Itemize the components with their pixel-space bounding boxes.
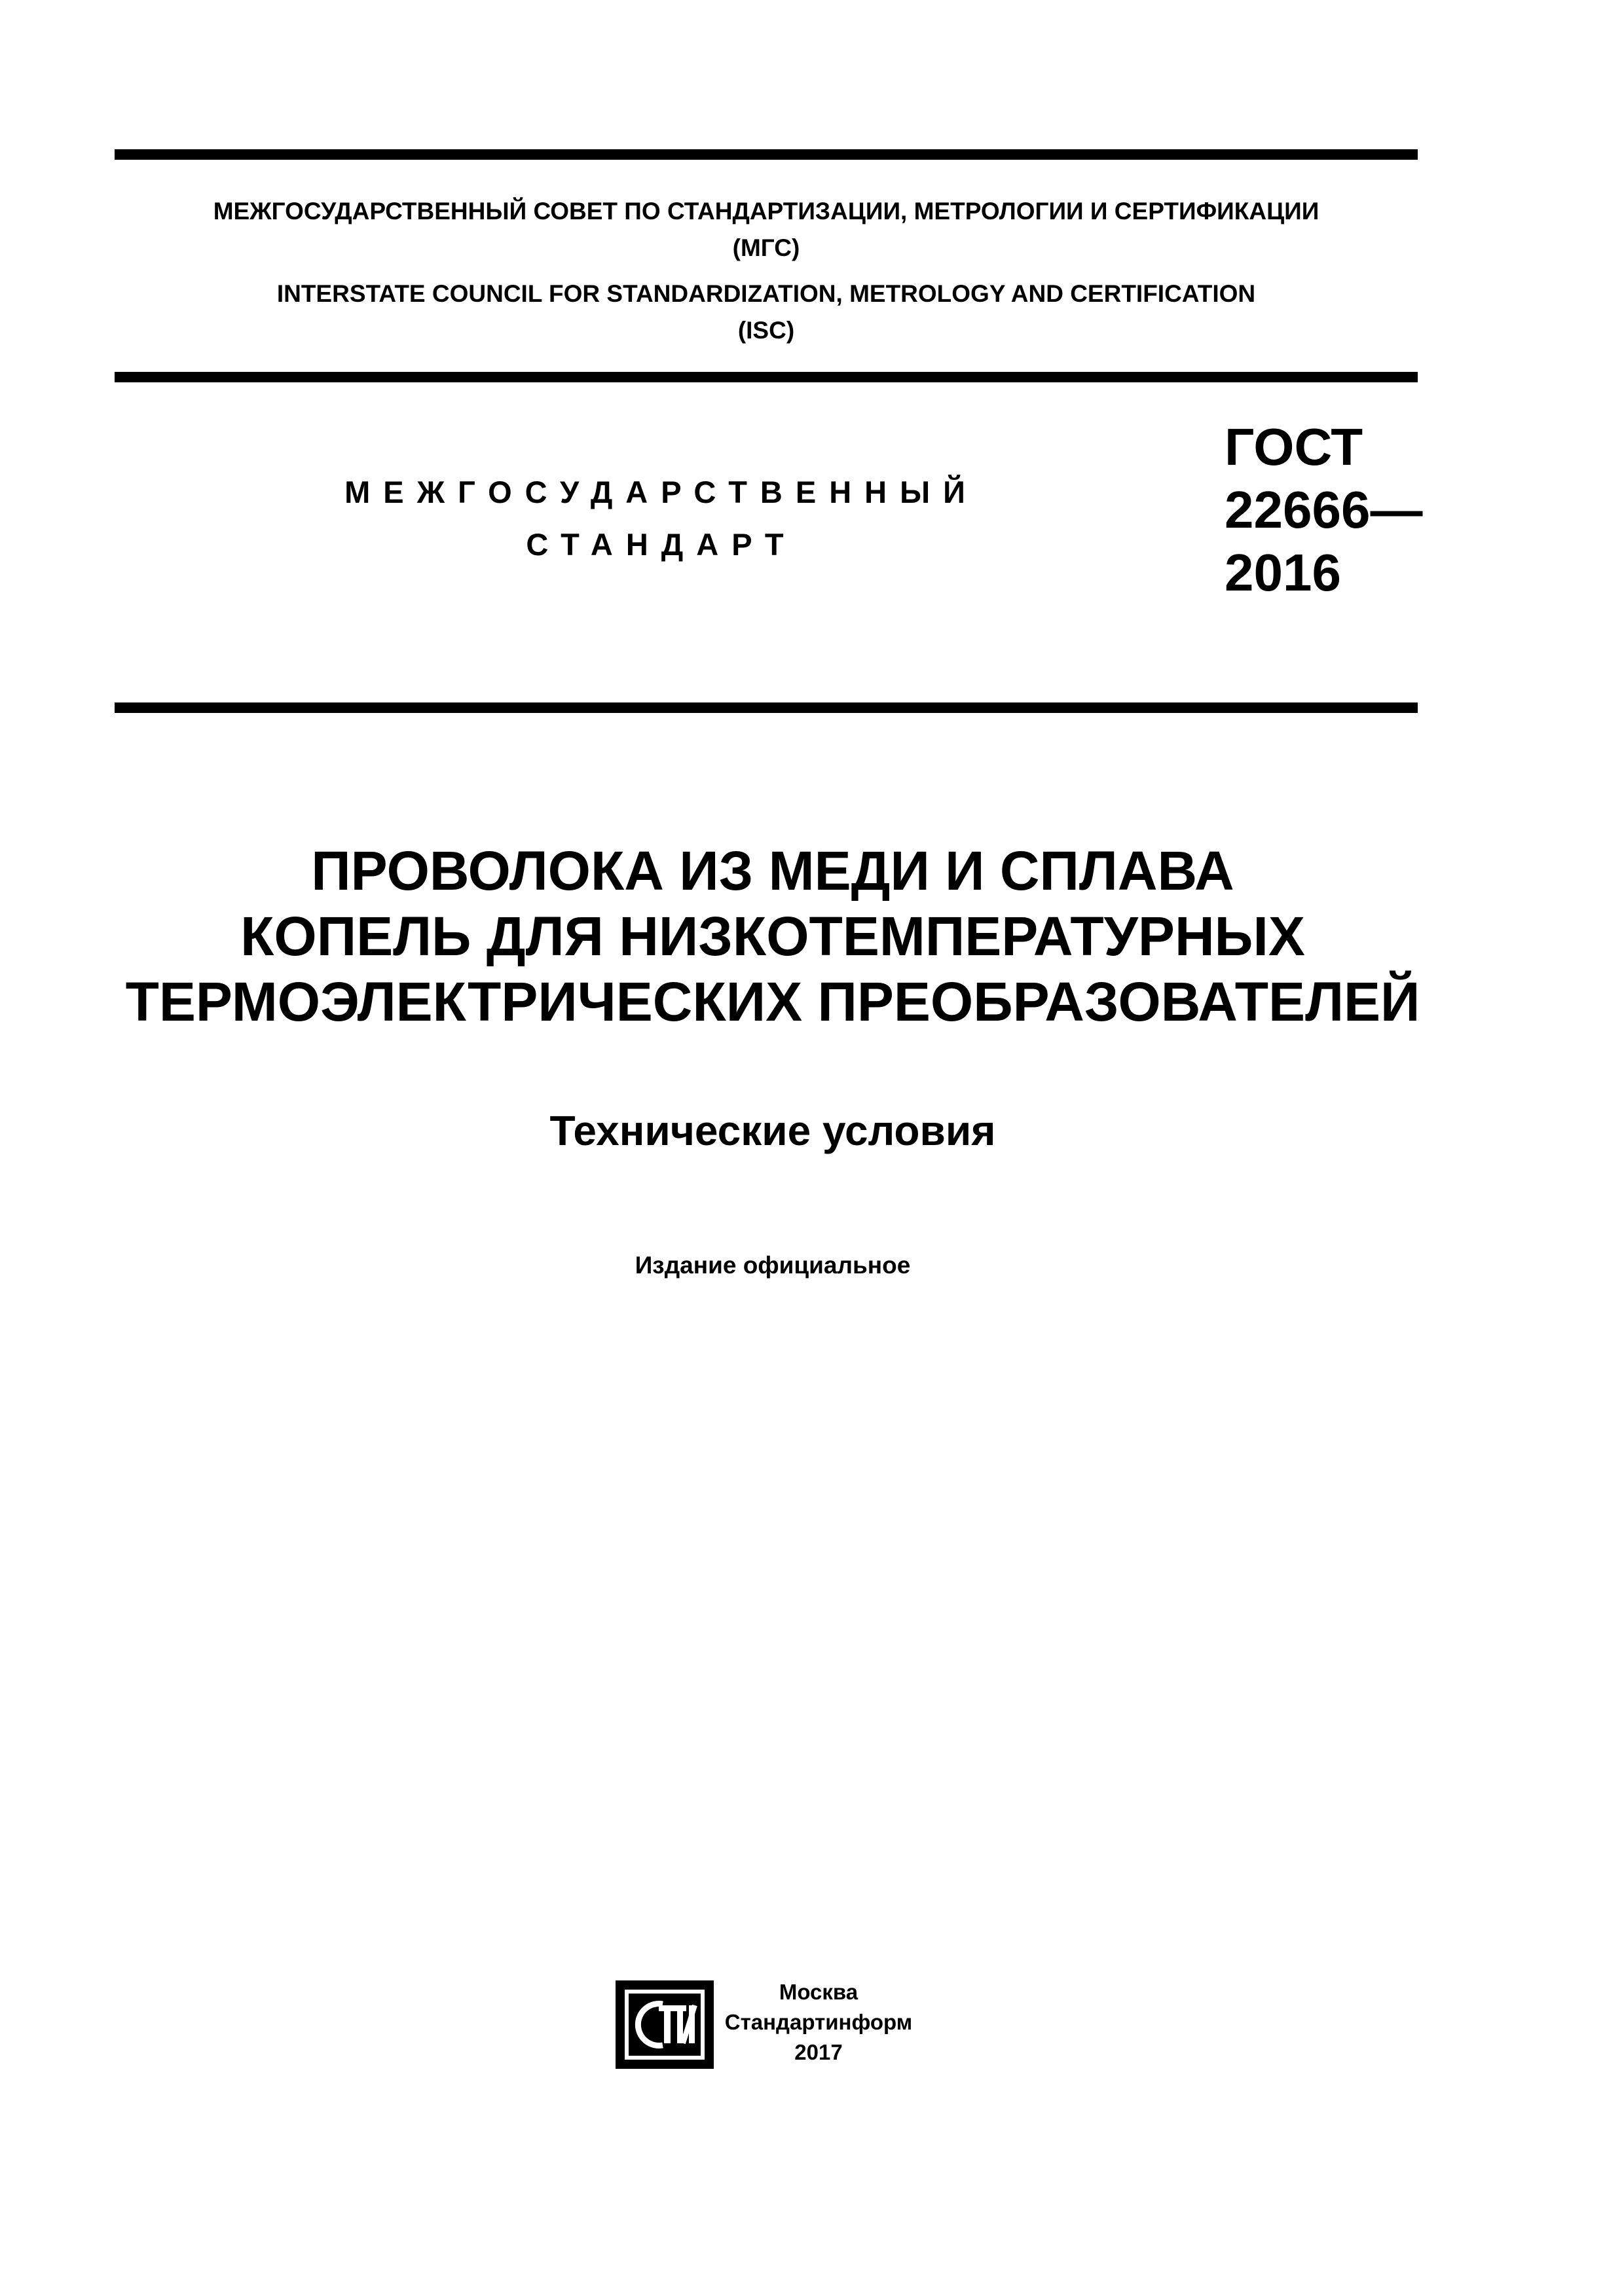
- council-header: [115, 193, 1418, 349]
- standard-type-line1: МЕЖГОСУДАРСТВЕННЫЙ: [344, 475, 978, 509]
- title-line2: КОПЕЛЬ ДЛЯ НИЗКОТЕМПЕРАТУРНЫХ: [240, 905, 1305, 967]
- code-rule: [115, 702, 1418, 713]
- standartinform-logo-icon: [616, 1980, 714, 2069]
- council-name-en: INTERSTATE COUNCIL FOR STANDARDIZATION, METROLOGY AND CERTIFICATION: [276, 280, 1256, 307]
- title-line3: ТЕРМОЭЛЕКТРИЧЕСКИХ ПРЕОБРАЗОВАТЕЛЕЙ: [125, 971, 1420, 1032]
- publisher-year: 2017: [794, 2040, 843, 2064]
- document-subtitle: Технические условия: [549, 1107, 996, 1154]
- standard-type-line2: СТАНДАРТ: [526, 527, 797, 562]
- council-abbr-ru: (МГС): [732, 234, 800, 261]
- standard-type: [341, 466, 982, 571]
- publisher-city: Москва: [779, 1980, 858, 2004]
- title-line1: ПРОВОЛОКА ИЗ МЕДИ И СПЛАВА: [311, 840, 1234, 902]
- gost-code-prefix: ГОСТ: [1225, 418, 1363, 476]
- gost-code-number: 22666—: [1225, 481, 1423, 539]
- document-title: [115, 838, 1431, 1034]
- header-rule: [115, 372, 1418, 382]
- council-name-ru: МЕЖГОСУДАРСТВЕННЫЙ СОВЕТ ПО СТАНДАРТИЗАЦИИ, МЕТРОЛОГИИ И СЕРТИФИКАЦИИ: [213, 198, 1320, 225]
- publisher-imprint: [720, 1977, 917, 2068]
- edition-note: Издание официальное: [635, 1252, 911, 1279]
- gost-code: [1225, 416, 1422, 604]
- publisher-name: Стандартинформ: [724, 2010, 913, 2034]
- top-rule: [115, 149, 1418, 160]
- gost-code-year: 2016: [1225, 543, 1341, 602]
- council-abbr-en: (ISC): [737, 317, 795, 344]
